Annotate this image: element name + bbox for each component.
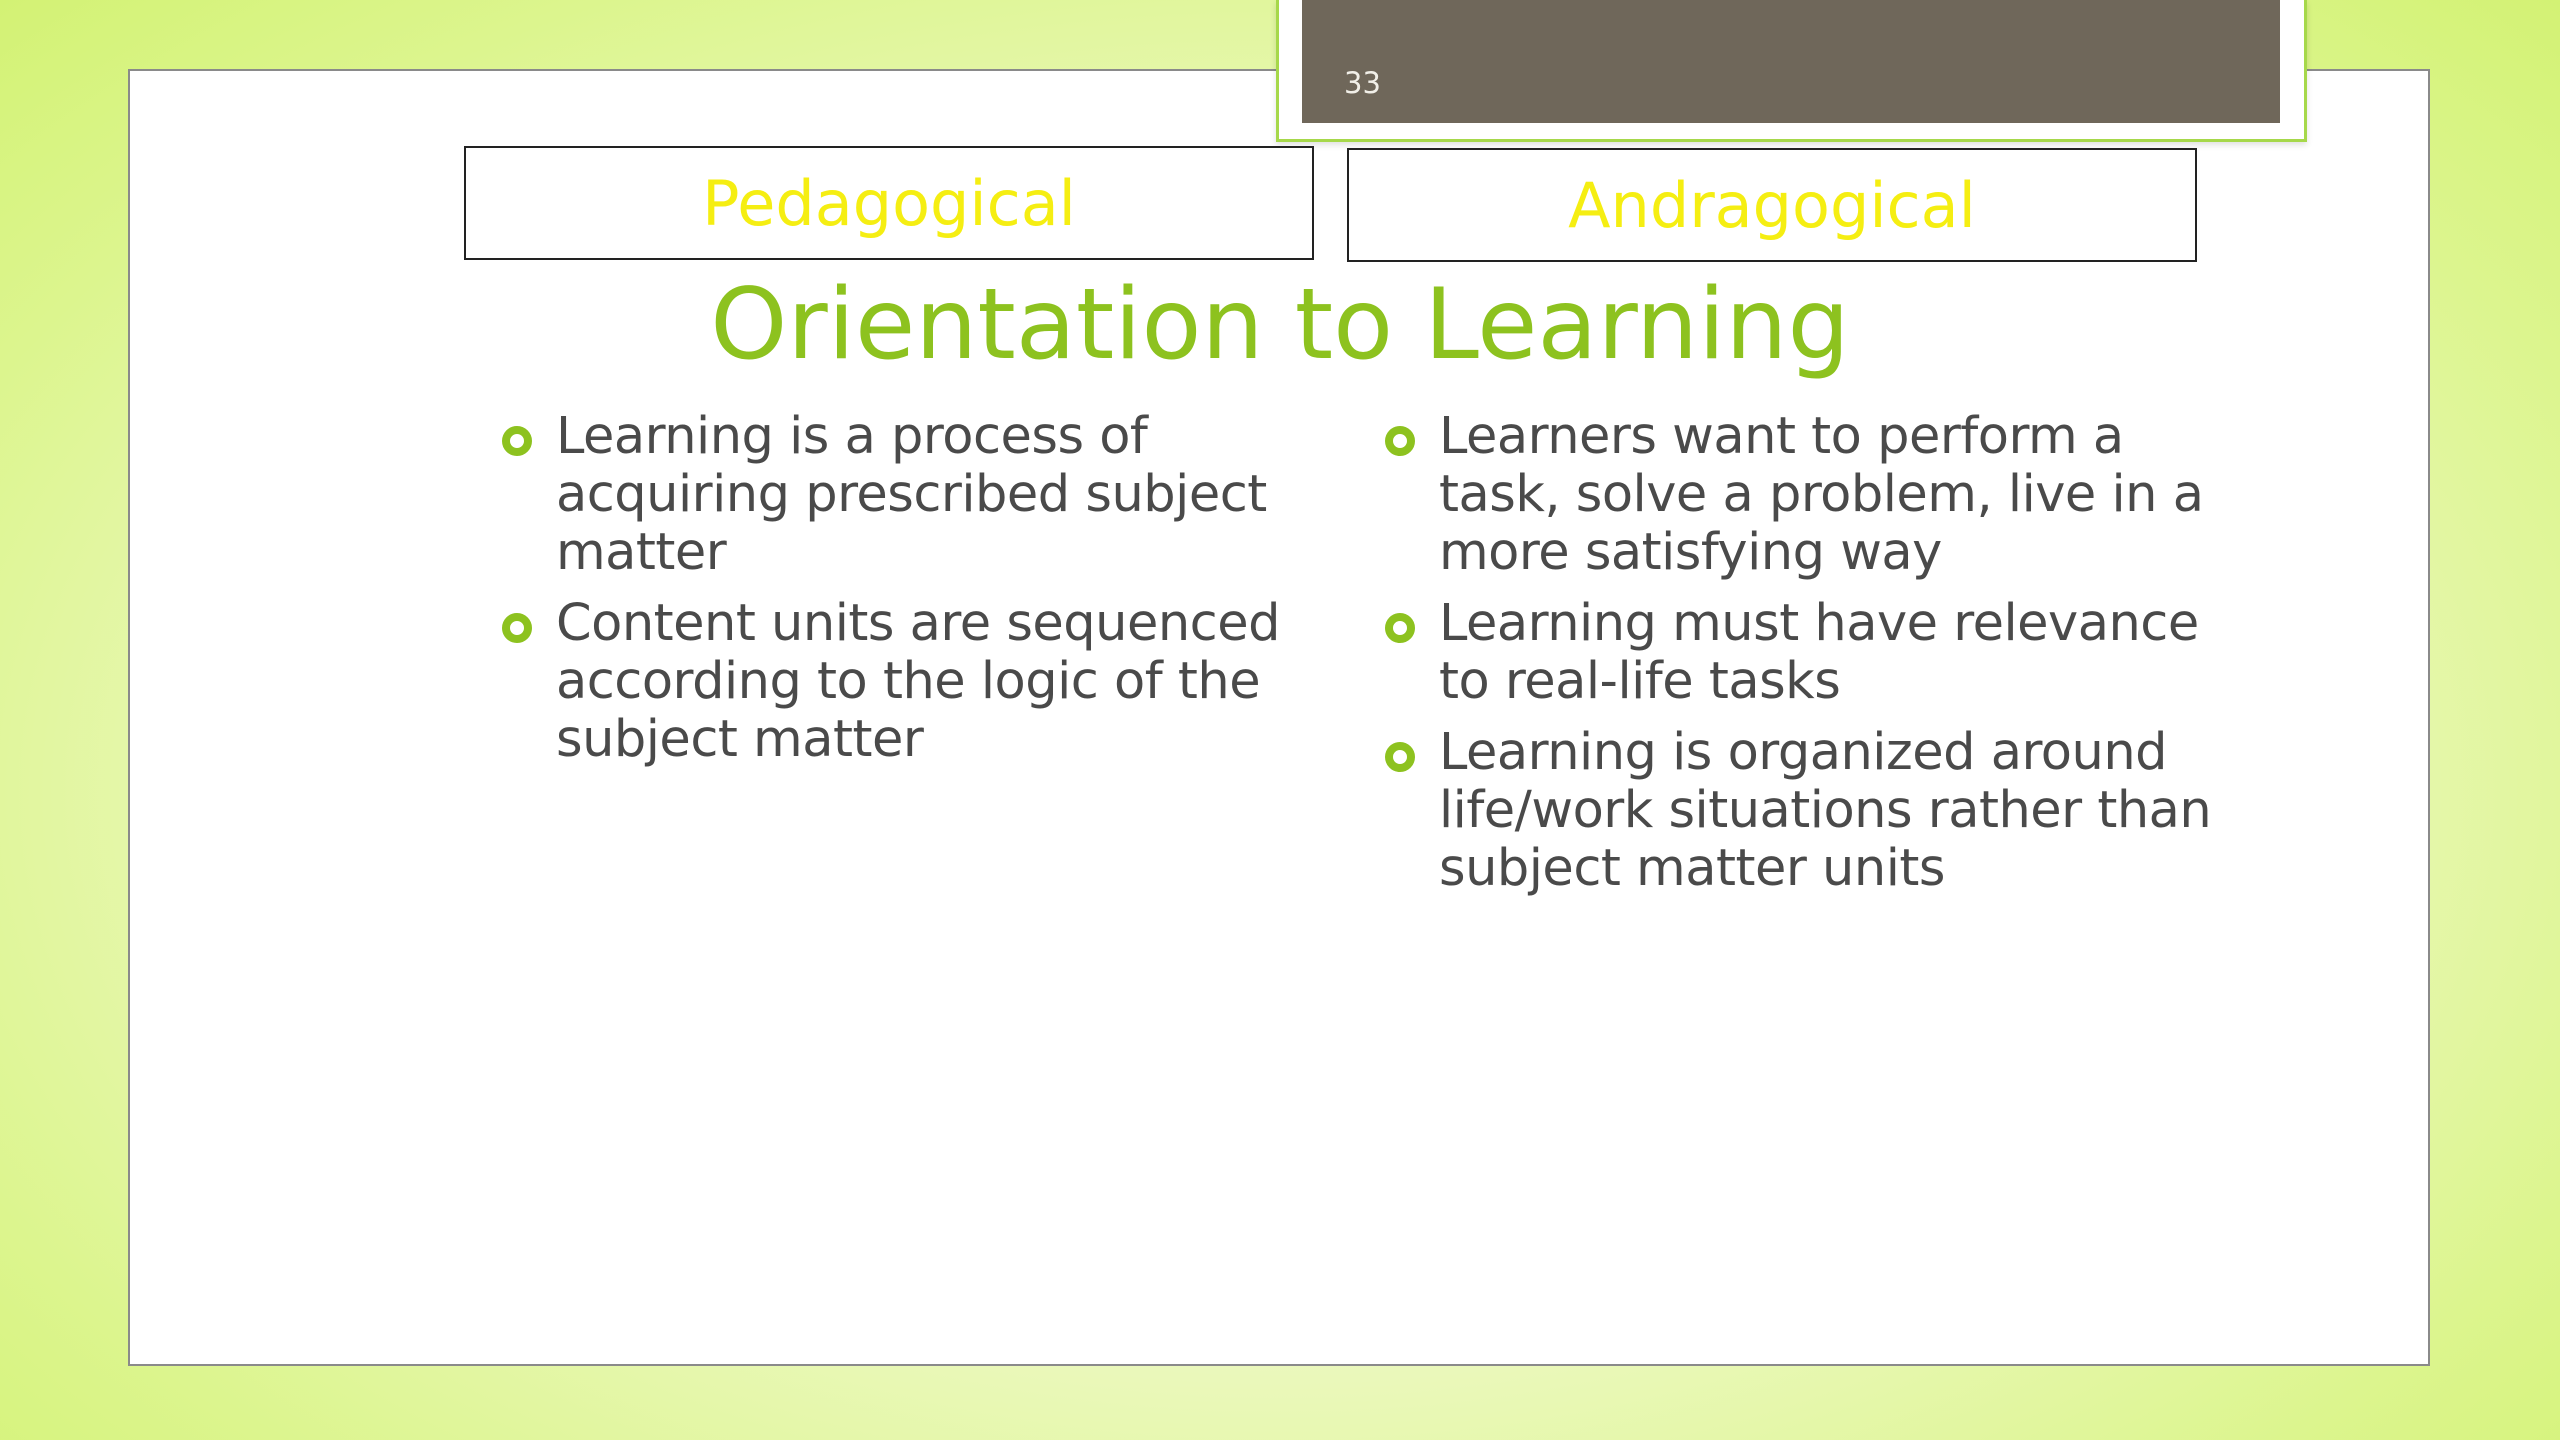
slide-number: 33: [1344, 66, 1381, 100]
list-item: [500, 595, 1330, 769]
hollow-circle-bullet-icon: [1385, 426, 1415, 456]
list-item: [1383, 724, 2213, 898]
bullet-text: Content units are sequenced according to the logic of the subject matter: [556, 594, 1280, 769]
bullet-text: Learning is organized around life/work situations rather than subject matter units: [1439, 723, 2212, 898]
header-pedagogical: [464, 146, 1314, 260]
slide-title-container: [0, 268, 2560, 382]
hollow-circle-bullet-icon: [502, 426, 532, 456]
hollow-circle-bullet-icon: [1385, 613, 1415, 643]
slide-number-tab: [1276, 0, 2307, 142]
hollow-circle-bullet-icon: [1385, 742, 1415, 772]
bullet-text: Learners want to perform a task, solve a problem, live in a more satisfying way: [1439, 407, 2204, 582]
header-pedagogical-label: Pedagogical: [702, 166, 1076, 240]
header-andragogical: [1347, 148, 2197, 262]
list-item: [1383, 595, 2213, 711]
slide-number-panel: [1302, 0, 2280, 123]
bullet-text: Learning is a process of acquiring prescribed subject matter: [556, 407, 1267, 582]
list-item: [1383, 408, 2213, 582]
andragogical-bullet-list: [1383, 408, 2213, 911]
list-item: [500, 408, 1330, 582]
header-andragogical-label: Andragogical: [1568, 168, 1976, 242]
hollow-circle-bullet-icon: [502, 613, 532, 643]
slide-title: Orientation to Learning: [710, 268, 1850, 382]
bullet-text: Learning must have relevance to real-life tasks: [1439, 594, 2199, 711]
pedagogical-bullet-list: [500, 408, 1330, 782]
